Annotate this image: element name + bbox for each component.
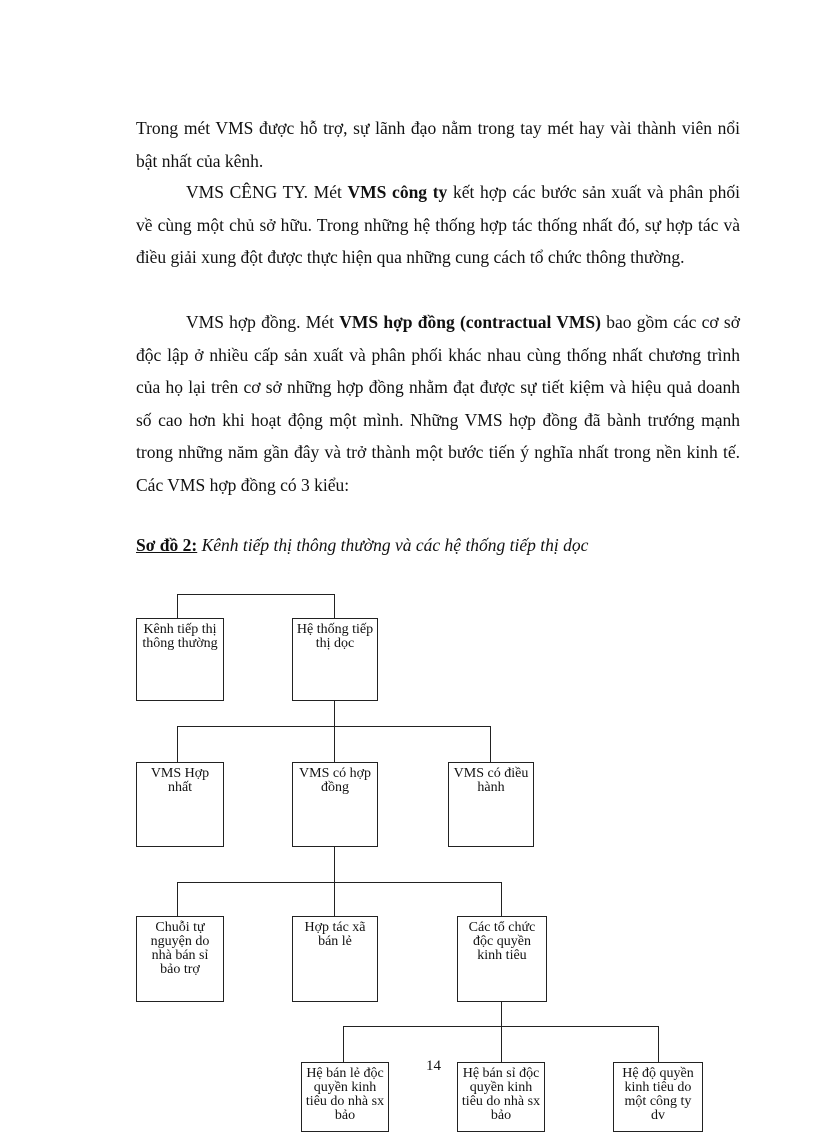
box-corporate-vms	[136, 762, 224, 847]
connector-2-3-stem	[334, 847, 335, 882]
paragraph-2	[136, 176, 740, 274]
paragraph-3-body: bao gồm các cơ sở độc lập ở nhiều cấp sản xuất và phân phối khác nhau cùng thống nhất chương trình của họ lại trên cơ sở những hợp đồng nhằm đạt được sự tiết kiệm và hiệu quả doanh số cao hơn khi hoạt động một mình. Những VMS hợp đồng đã bành trướng mạnh trong những năm gần đây và trở thành một bước tiến ý nghĩa nhất trong nền kinh tế. Các VMS hợp đồng có 3 kiểu:	[136, 312, 740, 495]
paragraph-1	[136, 112, 740, 177]
box-conventional-channel-label: Kênh tiếp thị thông thường	[142, 622, 218, 651]
box-wholesale-franchise	[457, 1062, 545, 1132]
box-service-franchise-label: Hệ độ quyền kinh tiêu do một công ty dv	[622, 1066, 694, 1123]
paragraph-1-text: Trong mét VMS được hỗ trợ, sự lãnh đạo nằm trong tay mét hay vài thành viên nổi bật nhất của kênh.	[136, 118, 740, 171]
box-contractual-vms-label: VMS có hợp đồng	[299, 766, 371, 795]
box-franchise-organizations	[457, 916, 547, 1002]
box-service-franchise	[613, 1062, 703, 1132]
box-administered-vms	[448, 762, 534, 847]
connector-3-4-left	[343, 1026, 344, 1062]
paragraph-3-intro: VMS hợp đồng. Mét	[186, 312, 340, 332]
connector-2-3-right	[501, 882, 502, 916]
connector-2-3-mid	[334, 882, 335, 916]
box-retail-cooperative-label: Hợp tác xã bán lẻ	[304, 920, 366, 949]
page-number: 14	[426, 1058, 441, 1074]
box-wholesale-franchise-label: Hệ bán sỉ độc quyền kinh tiêu do nhà sx bảo	[461, 1066, 541, 1123]
box-retail-franchise	[301, 1062, 389, 1132]
box-voluntary-chain-label: Chuỗi tự nguyện do nhà bán sỉ bảo trợ	[150, 920, 210, 977]
connector-top-left	[177, 594, 178, 618]
box-voluntary-chain	[136, 916, 224, 1002]
paragraph-2-term: VMS công ty	[347, 182, 448, 202]
box-franchise-organizations-label: Các tổ chức độc quyền kinh tiêu	[468, 920, 536, 963]
box-corporate-vms-label: VMS Hợp nhất	[150, 766, 210, 795]
paragraph-2-body: kết hợp các bước sản xuất và phân phối về cùng một chủ sở hữu. Trong những hệ thống hợp tác thống nhất đó, sự hợp tác và điều giải xung đột được thực hiện qua những cung cách tổ chức thông thường.	[136, 182, 740, 267]
connector-2-3-left	[177, 882, 178, 916]
connector-3-4-stem	[501, 1002, 502, 1026]
connector-2-3-bar	[177, 882, 502, 883]
box-conventional-channel	[136, 618, 224, 701]
box-vertical-system-label: Hệ thống tiếp thị dọc	[296, 622, 374, 651]
box-administered-vms-label: VMS có điều hành	[453, 766, 529, 795]
connector-1-2-right	[490, 726, 491, 762]
connector-3-4-right	[658, 1026, 659, 1062]
caption-label: Sơ đồ 2:	[136, 535, 198, 555]
paragraph-3	[136, 306, 740, 501]
diagram-caption	[136, 532, 588, 558]
connector-top-right	[334, 594, 335, 618]
paragraph-3-term: VMS hợp đồng (contractual VMS)	[339, 312, 601, 332]
connector-3-4-mid	[501, 1026, 502, 1062]
caption-title: Kênh tiếp thị thông thường và các hệ thống tiếp thị dọc	[197, 535, 589, 555]
connector-top	[177, 594, 335, 595]
box-contractual-vms	[292, 762, 378, 847]
connector-1-2-left	[177, 726, 178, 762]
box-retail-franchise-label: Hệ bán lẻ độc quyền kinh tiêu do nhà sx bảo	[305, 1066, 385, 1123]
box-vertical-system	[292, 618, 378, 701]
box-retail-cooperative	[292, 916, 378, 1002]
connector-1-2-stem	[334, 701, 335, 726]
connector-1-2-mid	[334, 726, 335, 762]
paragraph-2-intro: VMS CÊNG TY. Mét	[186, 182, 348, 202]
